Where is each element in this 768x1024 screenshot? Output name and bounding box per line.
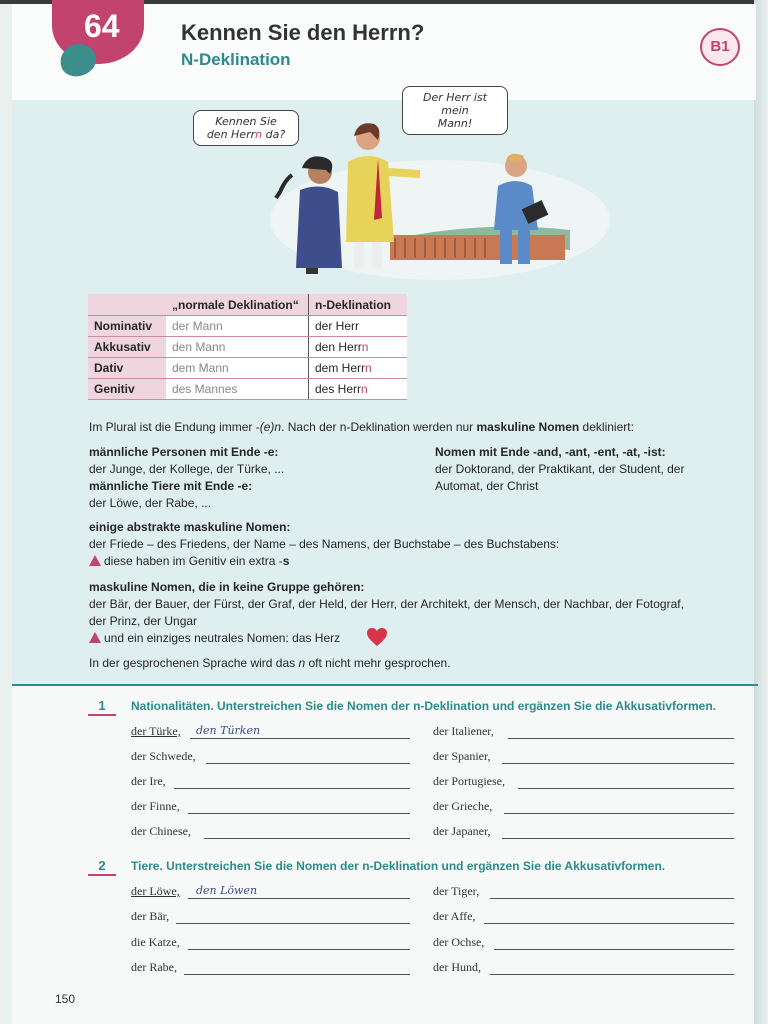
- page-title: Kennen Sie den Herrn?: [181, 20, 425, 45]
- exercise-2-word: der Bär,: [131, 909, 170, 923]
- answer-field[interactable]: [204, 838, 410, 839]
- warning-icon: [89, 632, 101, 643]
- bubble-right-line2: Mann!: [437, 117, 473, 130]
- bubble-left-ending: n: [255, 128, 263, 141]
- answer-field[interactable]: [484, 923, 734, 924]
- answer-field[interactable]: [188, 898, 410, 899]
- exercise-2-number: 2: [88, 858, 116, 873]
- table-row: [88, 379, 407, 400]
- spoken-note: In der gesprochenen Sprache wird das n oft nicht mehr gesprochen.: [89, 656, 451, 670]
- heart-icon: [366, 627, 388, 647]
- table-row: [88, 316, 407, 337]
- warning-icon: [89, 555, 101, 566]
- declension-table: [88, 294, 407, 400]
- answer-field[interactable]: [188, 949, 410, 950]
- exercise-1-instruction: Nationalitäten. Unterstreichen Sie die Nomen der n-Deklination und ergänzen Sie die Akkusativformen.: [131, 699, 717, 713]
- exercise-2-word: der Affe,: [433, 909, 476, 923]
- answer-field[interactable]: [188, 813, 410, 814]
- exercise-2-word: der Tiger,: [433, 884, 480, 898]
- answer-field[interactable]: [190, 738, 410, 739]
- exercise-1-word: der Grieche,: [433, 799, 493, 813]
- table-header-normal: „normale Deklination“: [166, 294, 309, 316]
- wall: [390, 235, 565, 260]
- exercise-1-word: der Portugiese,: [433, 774, 505, 788]
- table-case: Dativ: [88, 358, 166, 379]
- answer-field[interactable]: [490, 898, 734, 899]
- exercise-1-word: der Ire,: [131, 774, 166, 788]
- table-header-n-declension: n-Deklination: [309, 294, 408, 316]
- table-n-form: dem Herrn: [309, 358, 408, 379]
- speech-bubble-right: [402, 86, 508, 135]
- group-persons: männliche Personen mit Ende -e: der Junge, der Kollege, der Türke, ... männliche Tiere mit Ende -e: der Löwe, der Rabe, ...: [89, 445, 285, 510]
- exercise-1-word: der Finne,: [131, 799, 180, 813]
- table-normal-form: der Mann: [166, 316, 309, 337]
- answer-field[interactable]: [504, 813, 734, 814]
- answer-field[interactable]: [176, 923, 410, 924]
- table-case: Nominativ: [88, 316, 166, 337]
- exercise-2-answer: den Löwen: [196, 884, 258, 897]
- group-abstract: einige abstrakte maskuline Nomen: der Friede – des Friedens, der Name – des Namens, der Buchstabe – des Buchstabens: diese haben im Genitiv ein extra -s: [89, 520, 560, 568]
- group-other: maskuline Nomen, die in keine Gruppe gehören: der Bär, der Bauer, der Fürst, der Graf, der Held, der Herr, der Architekt, der Mensch, der Nachbar, der Fotograf, der Prinz, der Ungar und ein einziges neutrales Nomen: das Herz: [89, 580, 684, 645]
- page-edge: [754, 0, 768, 1024]
- speech-bubble-left: [193, 110, 299, 146]
- answer-field[interactable]: [206, 763, 410, 764]
- bubble-left-line2: den Herr: [206, 128, 256, 141]
- table-case: Genitiv: [88, 379, 166, 400]
- answer-field[interactable]: [502, 838, 734, 839]
- answer-field[interactable]: [518, 788, 734, 789]
- group-endings: Nomen mit Ende -and, -ant, -ent, -at, -ist: der Doktorand, der Praktikant, der Student, der Automat, der Christ: [435, 445, 685, 493]
- answer-field[interactable]: [490, 974, 734, 975]
- table-normal-form: dem Mann: [166, 358, 309, 379]
- bubble-right-line1: Der Herr ist mein: [423, 91, 487, 117]
- exercise-1-word: der Spanier,: [433, 749, 491, 763]
- table-n-form: den Herrn: [309, 337, 408, 358]
- table-row: [88, 358, 407, 379]
- unit-number: 64: [84, 8, 120, 44]
- table-row: [88, 337, 407, 358]
- exercise-1-word: der Schwede,: [131, 749, 196, 763]
- exercise-1-word: der Chinese,: [131, 824, 191, 838]
- answer-field[interactable]: [174, 788, 410, 789]
- exercise-2-word: der Löwe,: [131, 884, 180, 898]
- answer-field[interactable]: [508, 738, 734, 739]
- table-case: Akkusativ: [88, 337, 166, 358]
- exercise-2-word: die Katze,: [131, 935, 180, 949]
- page-number: 150: [55, 992, 76, 1006]
- answer-field[interactable]: [184, 974, 410, 975]
- exercise-1-number: 1: [88, 698, 116, 713]
- page-subtitle: N-Deklination: [181, 50, 291, 69]
- exercise-1-word: der Japaner,: [433, 824, 491, 838]
- exercise-1-answer: den Türken: [196, 724, 261, 737]
- exercise-1-word: der Italiener,: [433, 724, 494, 738]
- section-divider: [12, 684, 758, 686]
- answer-field[interactable]: [502, 763, 734, 764]
- table-normal-form: den Mann: [166, 337, 309, 358]
- answer-field[interactable]: [494, 949, 734, 950]
- table-header-row: [88, 294, 407, 316]
- level-badge: B1: [700, 28, 740, 66]
- table-normal-form: des Mannes: [166, 379, 309, 400]
- plural-rule: Im Plural ist die Endung immer -(e)n. Nach der n-Deklination werden nur maskuline Nomen dekliniert:: [89, 420, 634, 434]
- table-header-empty: [88, 294, 166, 316]
- exercise-2-word: der Ochse,: [433, 935, 485, 949]
- bubble-left-line1: Kennen Sie: [215, 115, 277, 128]
- exercise-2-instruction: Tiere. Unterstreichen Sie die Nomen der n-Deklination und ergänzen Sie die Akkusativformen.: [131, 859, 666, 873]
- table-n-form: des Herrn: [309, 379, 408, 400]
- bubble-left-line2-end: da?: [262, 128, 286, 141]
- table-n-form: der Herr: [309, 316, 408, 337]
- exercise-2-word: der Hund,: [433, 960, 481, 974]
- exercise-2-word: der Rabe,: [131, 960, 177, 974]
- exercise-1-word: der Türke,: [131, 724, 181, 738]
